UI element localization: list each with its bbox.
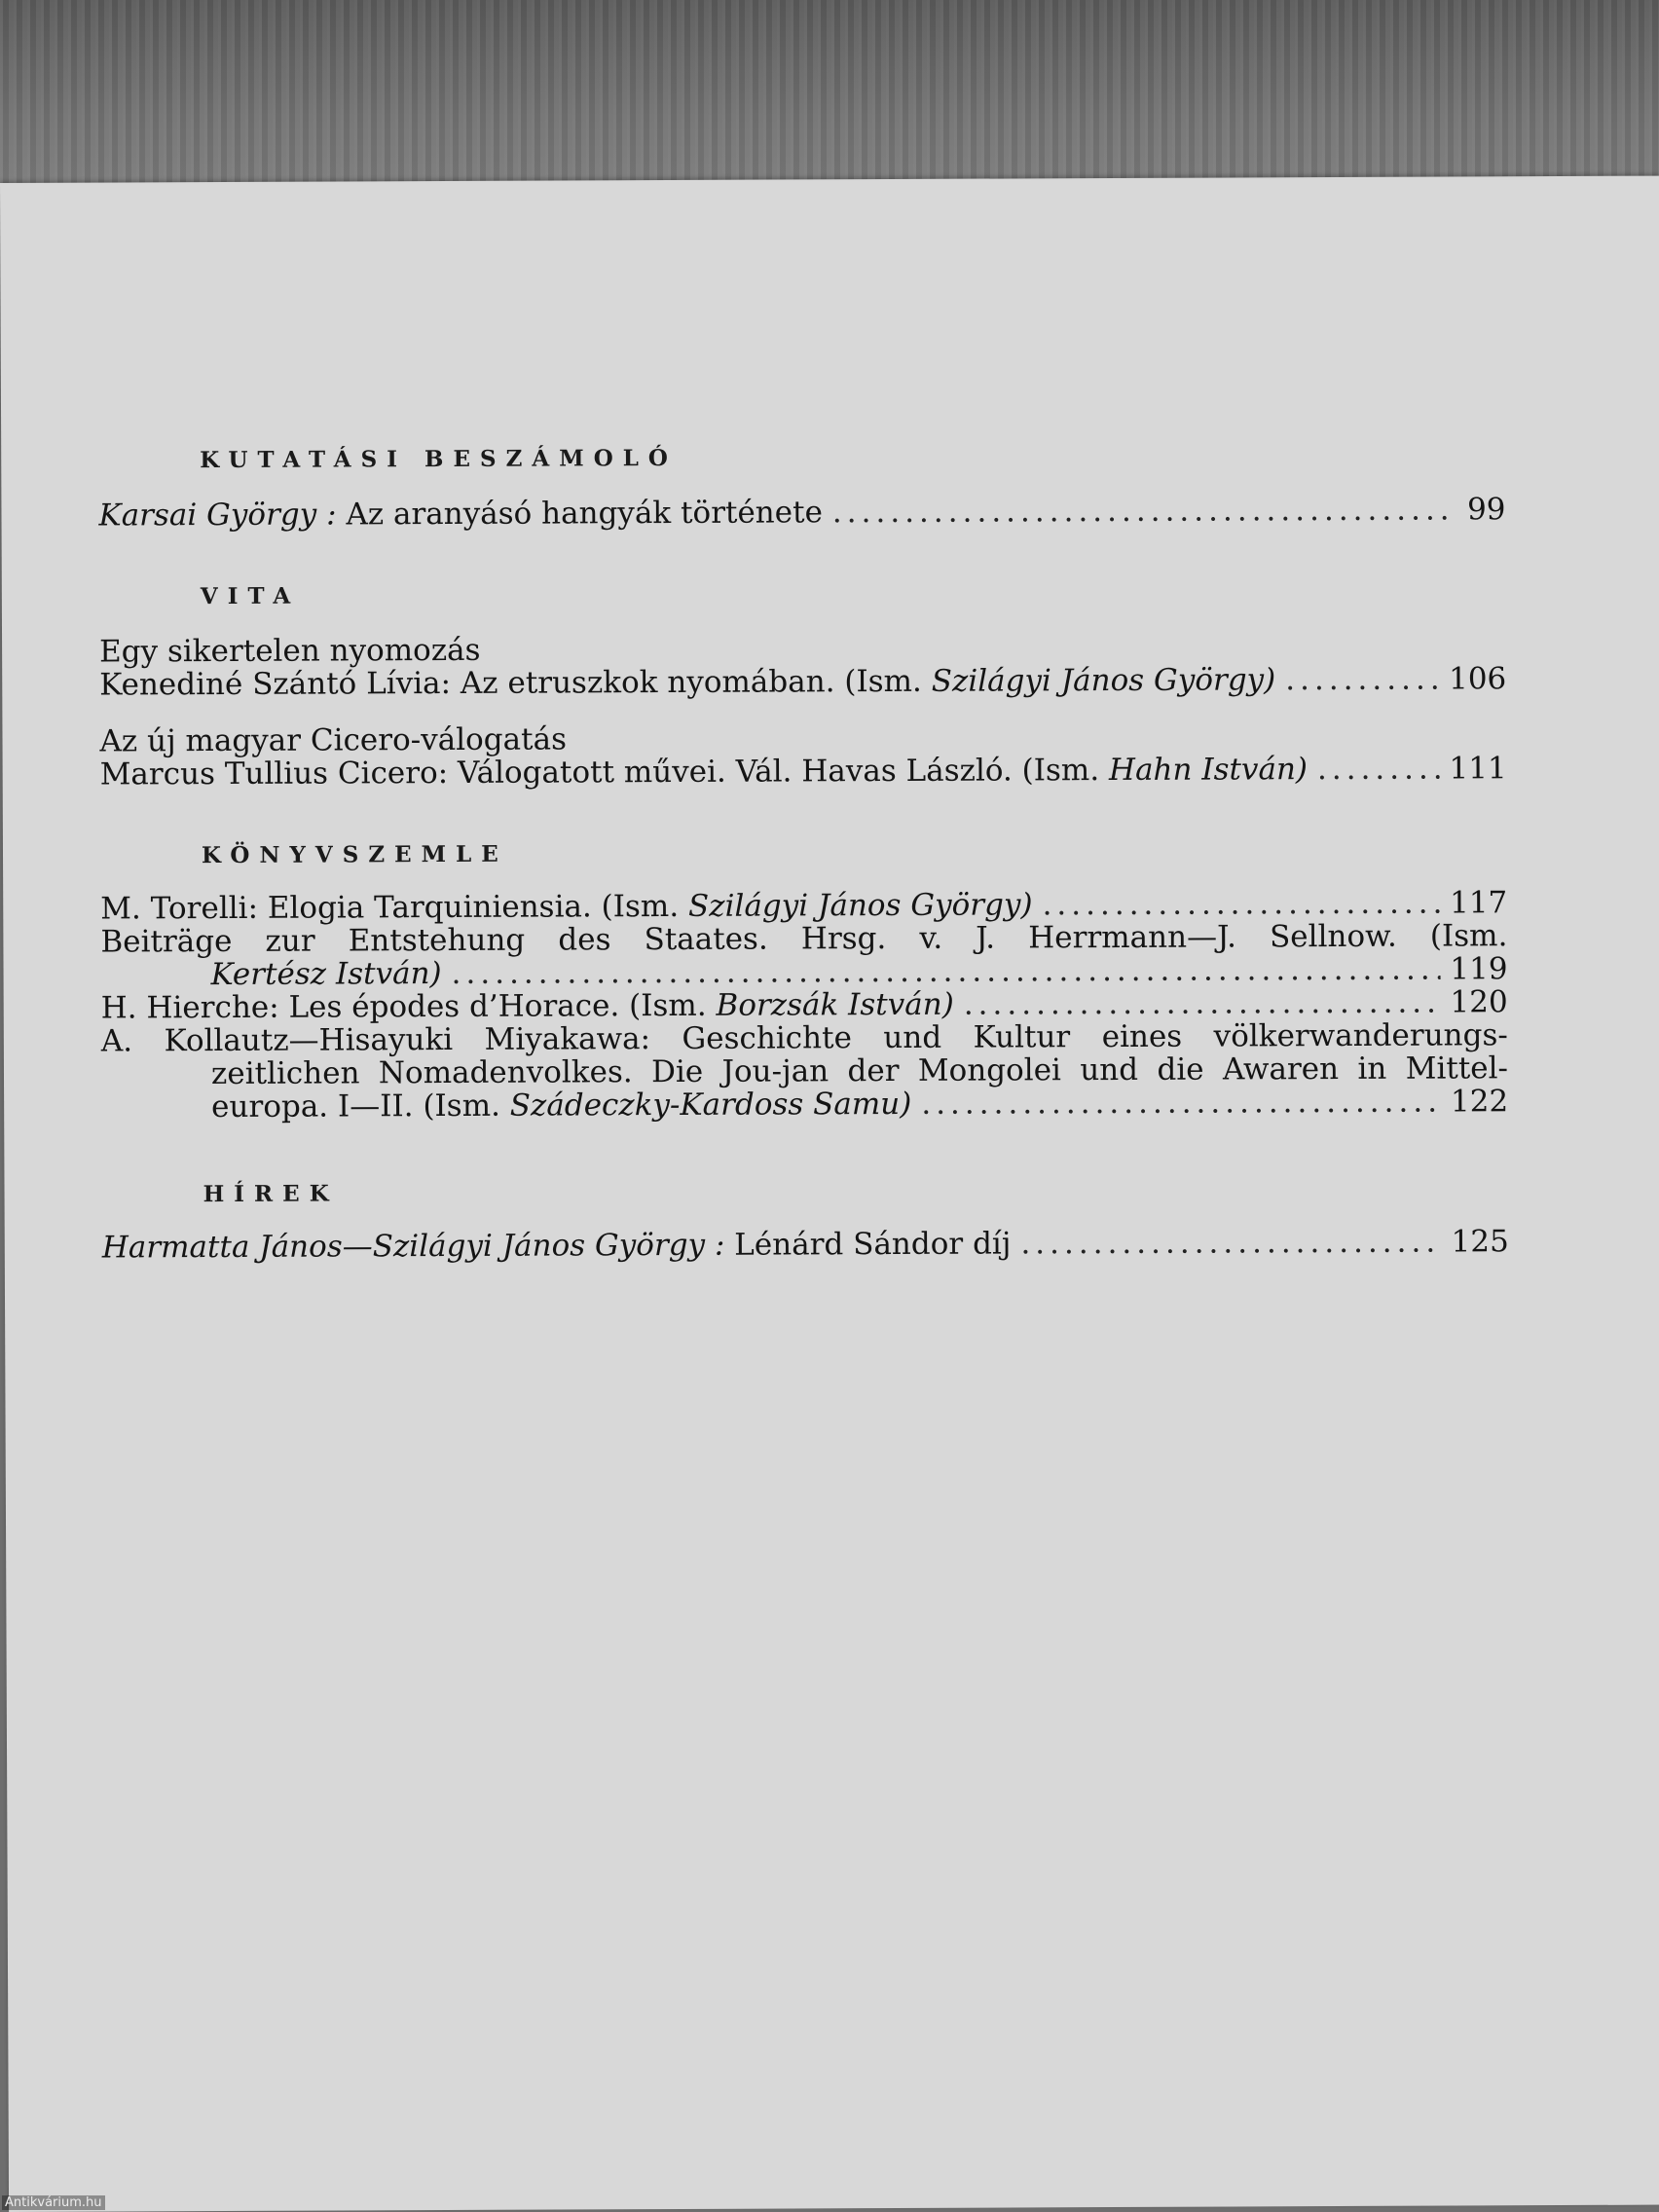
entry-reviewer: Szádeczky-Kardoss Samu) xyxy=(509,1086,912,1124)
toc-entry-karsai xyxy=(98,492,1505,533)
toc-entry-kollautz-line2: zeitlichen Nomadenvolkes. Die Jou-jan der Mongolei und die Awaren in Mittel- xyxy=(210,1051,1509,1092)
entry-author: Harmatta János—Szilágyi János György : xyxy=(101,1227,725,1266)
entry-text: europa. I—II. (Ism. xyxy=(211,1088,510,1125)
entry-page-number: 122 xyxy=(1450,1084,1509,1120)
entry-text: M. Torelli: Elogia Tarquiniensia. (Ism. xyxy=(100,888,689,927)
entry-book: Kenediné Szántó Lívia: Az etruszkok nyomában. (Ism. xyxy=(99,663,932,703)
entry-reviewer: Hahn István) xyxy=(1108,752,1309,789)
vita-entry-title-2: Az új magyar Cicero-válogatás xyxy=(99,721,568,759)
entry-title: Az aranyásó hangyák története xyxy=(346,495,823,533)
toc-entry-kollautz-line1: A. Kollautz—Hisayuki Miyakawa: Geschichte und Kultur eines völkerwanderungs- xyxy=(100,1017,1508,1059)
dot-leader xyxy=(1042,886,1440,923)
entry-page-number: 111 xyxy=(1449,751,1507,787)
section-heading-kutatasi: KUTATÁSI BESZÁMOLÓ xyxy=(200,444,678,474)
entry-reviewer: Kertész István) xyxy=(210,956,442,993)
entry-page-number: 125 xyxy=(1451,1224,1509,1260)
toc-entry-cicero xyxy=(100,751,1507,792)
entry-book: Marcus Tullius Cicero: Válogatott művei. Vál. Havas László. (Ism. xyxy=(99,753,1110,793)
entry-reviewer: Szilágyi János György) xyxy=(931,662,1276,699)
document-page xyxy=(0,176,1659,2212)
dot-leader xyxy=(832,493,1450,531)
section-heading-hirek: HÍREK xyxy=(203,1180,339,1208)
toc-entry-beitrage-line1: Beiträge zur Entstehung des Staates. Hrsg. v. J. Herrmann—J. Sellnow. (Ism. xyxy=(100,918,1508,960)
scanner-background xyxy=(0,0,1659,195)
entry-page-number: 120 xyxy=(1450,984,1508,1020)
section-heading-konyvszemle: KÖNYVSZEMLE xyxy=(201,840,508,869)
dot-leader xyxy=(1020,1225,1441,1262)
watermark: Antikvárium.hu xyxy=(2,2195,105,2210)
dot-leader xyxy=(964,985,1441,1022)
toc-entry-harmatta xyxy=(102,1224,1509,1265)
entry-page-number: 119 xyxy=(1450,951,1508,987)
entry-title: Lénárd Sándor díj xyxy=(734,1226,1012,1263)
entry-page-number: 117 xyxy=(1449,885,1508,921)
toc-entry-kenedine xyxy=(99,661,1506,702)
dot-leader xyxy=(1285,662,1439,698)
vita-entry-title-1: Egy sikertelen nyomozás xyxy=(99,632,481,670)
entry-page-number: 99 xyxy=(1466,492,1506,528)
entry-page-number: 106 xyxy=(1448,661,1507,697)
toc-entry-kollautz xyxy=(211,1084,1508,1124)
entry-text: H. Hierche: Les épodes d’Horace. (Ism. xyxy=(100,987,717,1026)
entry-reviewer: Borzsák István) xyxy=(716,986,954,1023)
section-heading-vita: VITA xyxy=(200,582,301,610)
dot-leader xyxy=(1317,752,1440,788)
entry-author: Karsai György : xyxy=(98,497,337,534)
entry-reviewer: Szilágyi János György) xyxy=(687,887,1033,924)
dot-leader xyxy=(921,1085,1441,1122)
